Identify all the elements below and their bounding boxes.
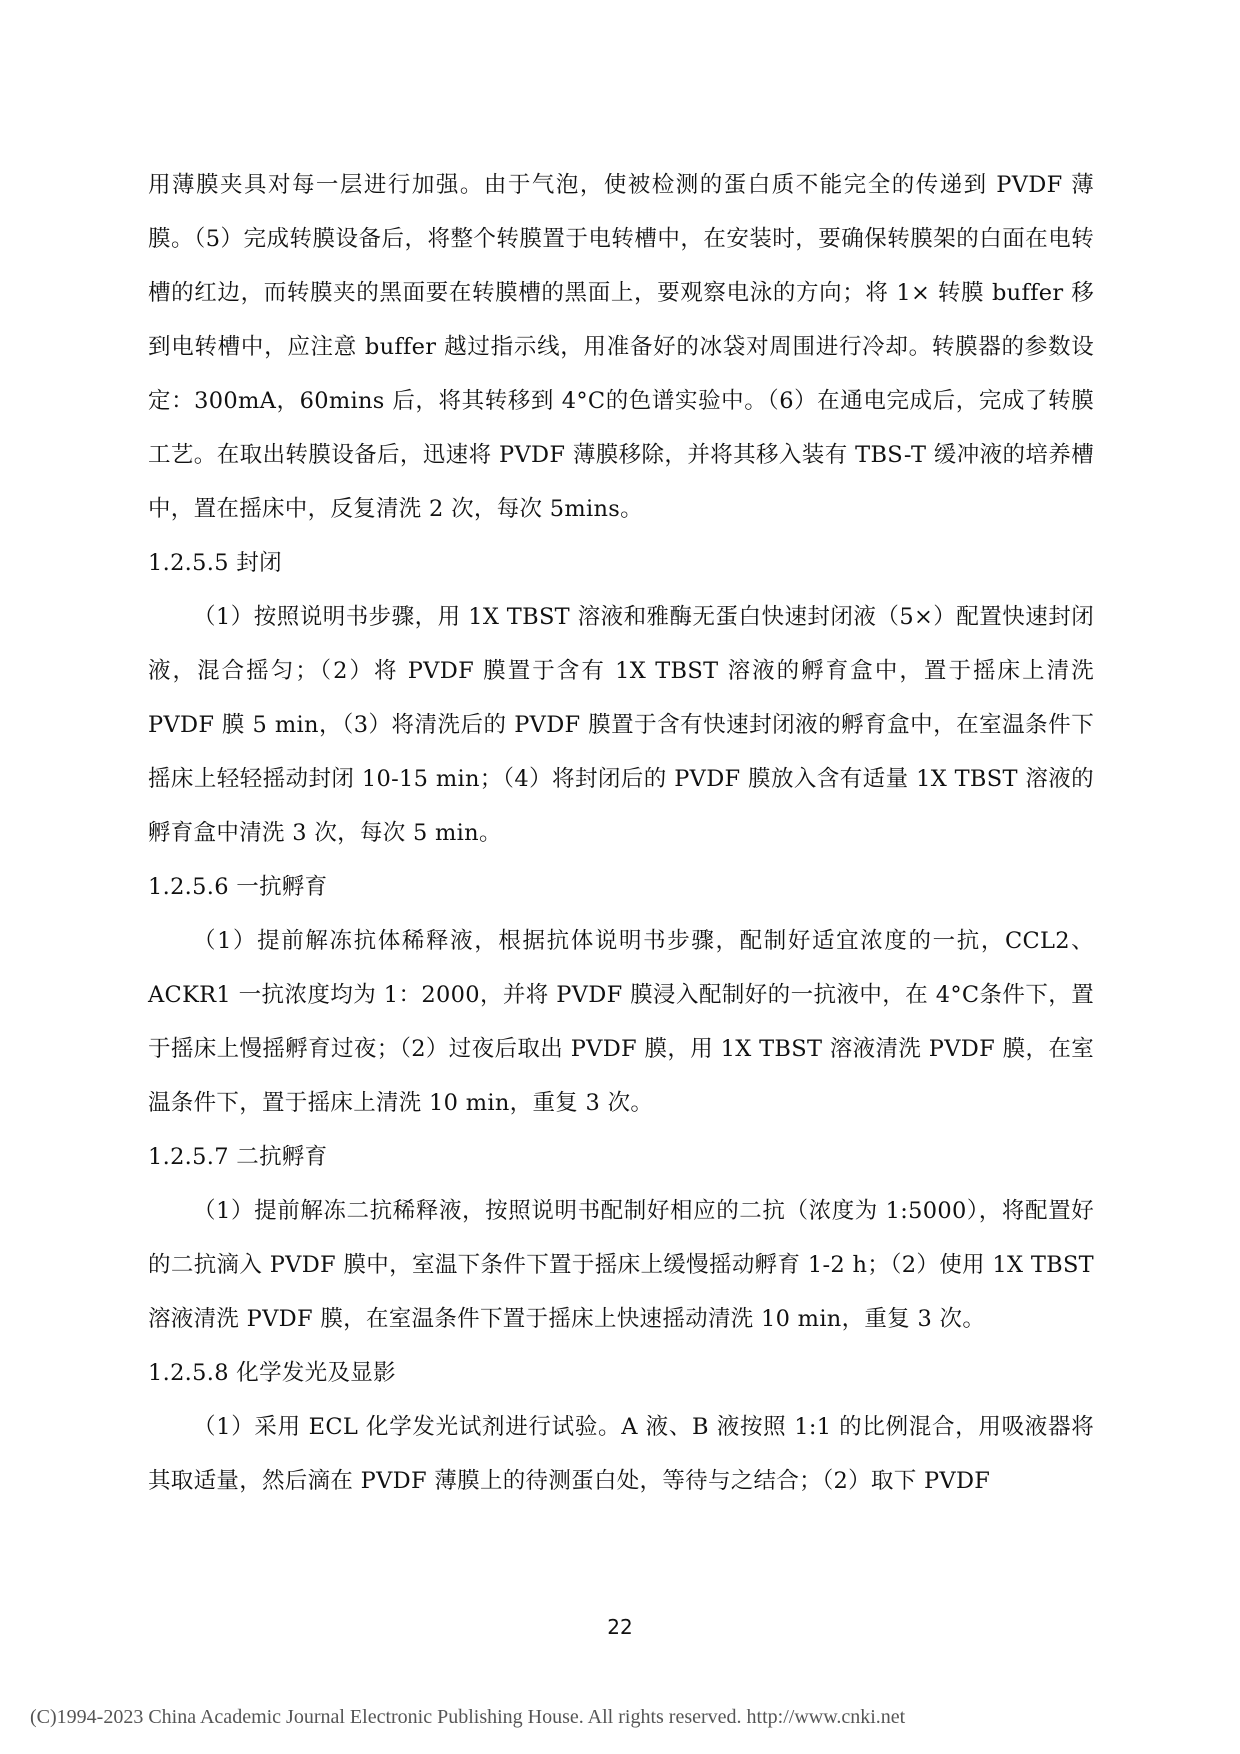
section-heading-primary-antibody: 1.2.5.6 一抗孵育 (148, 874, 328, 900)
paragraph-secondary-antibody: （1）提前解冻二抗稀释液，按照说明书配制好相应的二抗（浓度为 1:5000），将配置好的二抗滴入 PVDF 膜中，室温下条件下置于摇床上缓慢摇动孵育 1-2 h；（2）使用 1X TBST 溶液清洗 PVDF 膜，在室温条件下置于摇床上快速摇动清洗 10 min，重复 3 次。 (148, 1198, 1094, 1332)
section-heading-secondary-antibody: 1.2.5.7 二抗孵育 (148, 1144, 328, 1170)
section-heading-blocking: 1.2.5.5 封闭 (148, 550, 282, 576)
paragraph-primary-antibody: （1）提前解冻抗体稀释液，根据抗体说明书步骤，配制好适宜浓度的一抗，CCL2、ACKR1 一抗浓度均为 1：2000，并将 PVDF 膜浸入配制好的一抗液中，在 4°C条件下，置于摇床上慢摇孵育过夜；（2）过夜后取出 PVDF 膜，用 1X TBST 溶液清洗 PVDF 膜，在室温条件下，置于摇床上清洗 10 min，重复 3 次。 (148, 928, 1094, 1116)
copyright-footer: (C)1994-2023 China Academic Journal Electronic Publishing House. All rights reserved. http://www.cnki.net (30, 1706, 906, 1728)
document-body (148, 158, 1094, 1508)
paragraph-blocking: （1）按照说明书步骤，用 1X TBST 溶液和雅酶无蛋白快速封闭液（5×）配置快速封闭液，混合摇匀；（2）将 PVDF 膜置于含有 1X TBST 溶液的孵育盒中，置于摇床上清洗 PVDF 膜 5 min，（3）将清洗后的 PVDF 膜置于含有快速封闭液的孵育盒中，在室温条件下摇床上轻轻摇动封闭 10-15 min；（4）将封闭后的 PVDF 膜放入含有适量 1X TBST 溶液的孵育盒中清洗 3 次，每次 5 min。 (148, 604, 1094, 846)
paragraph-chemiluminescence: （1）采用 ECL 化学发光试剂进行试验。A 液、B 液按照 1:1 的比例混合，用吸液器将其取适量，然后滴在 PVDF 薄膜上的待测蛋白处，等待与之结合；（2）取下 PVDF (148, 1414, 1094, 1494)
paragraph-transfer-membrane: 用薄膜夹具对每一层进行加强。由于气泡，使被检测的蛋白质不能完全的传递到 PVDF 薄膜。（5）完成转膜设备后，将整个转膜置于电转槽中，在安装时，要确保转膜架的白面在电转槽的红边，而转膜夹的黑面要在转膜槽的黑面上，要观察电泳的方向；将 1× 转膜 buffer 移到电转槽中，应注意 buffer 越过指示线，用准备好的冰袋对周围进行冷却。转膜器的参数设定：300mA，60mins 后，将其转移到 4°C的色谱实验中。（6）在通电完成后，完成了转膜工艺。在取出转膜设备后，迅速将 PVDF 薄膜移除，并将其移入装有 TBS-T 缓冲液的培养槽中，置在摇床中，反复清洗 2 次，每次 5mins。 (148, 172, 1094, 522)
page-number: 22 (607, 1615, 633, 1639)
section-heading-chemiluminescence: 1.2.5.8 化学发光及显影 (148, 1360, 396, 1386)
